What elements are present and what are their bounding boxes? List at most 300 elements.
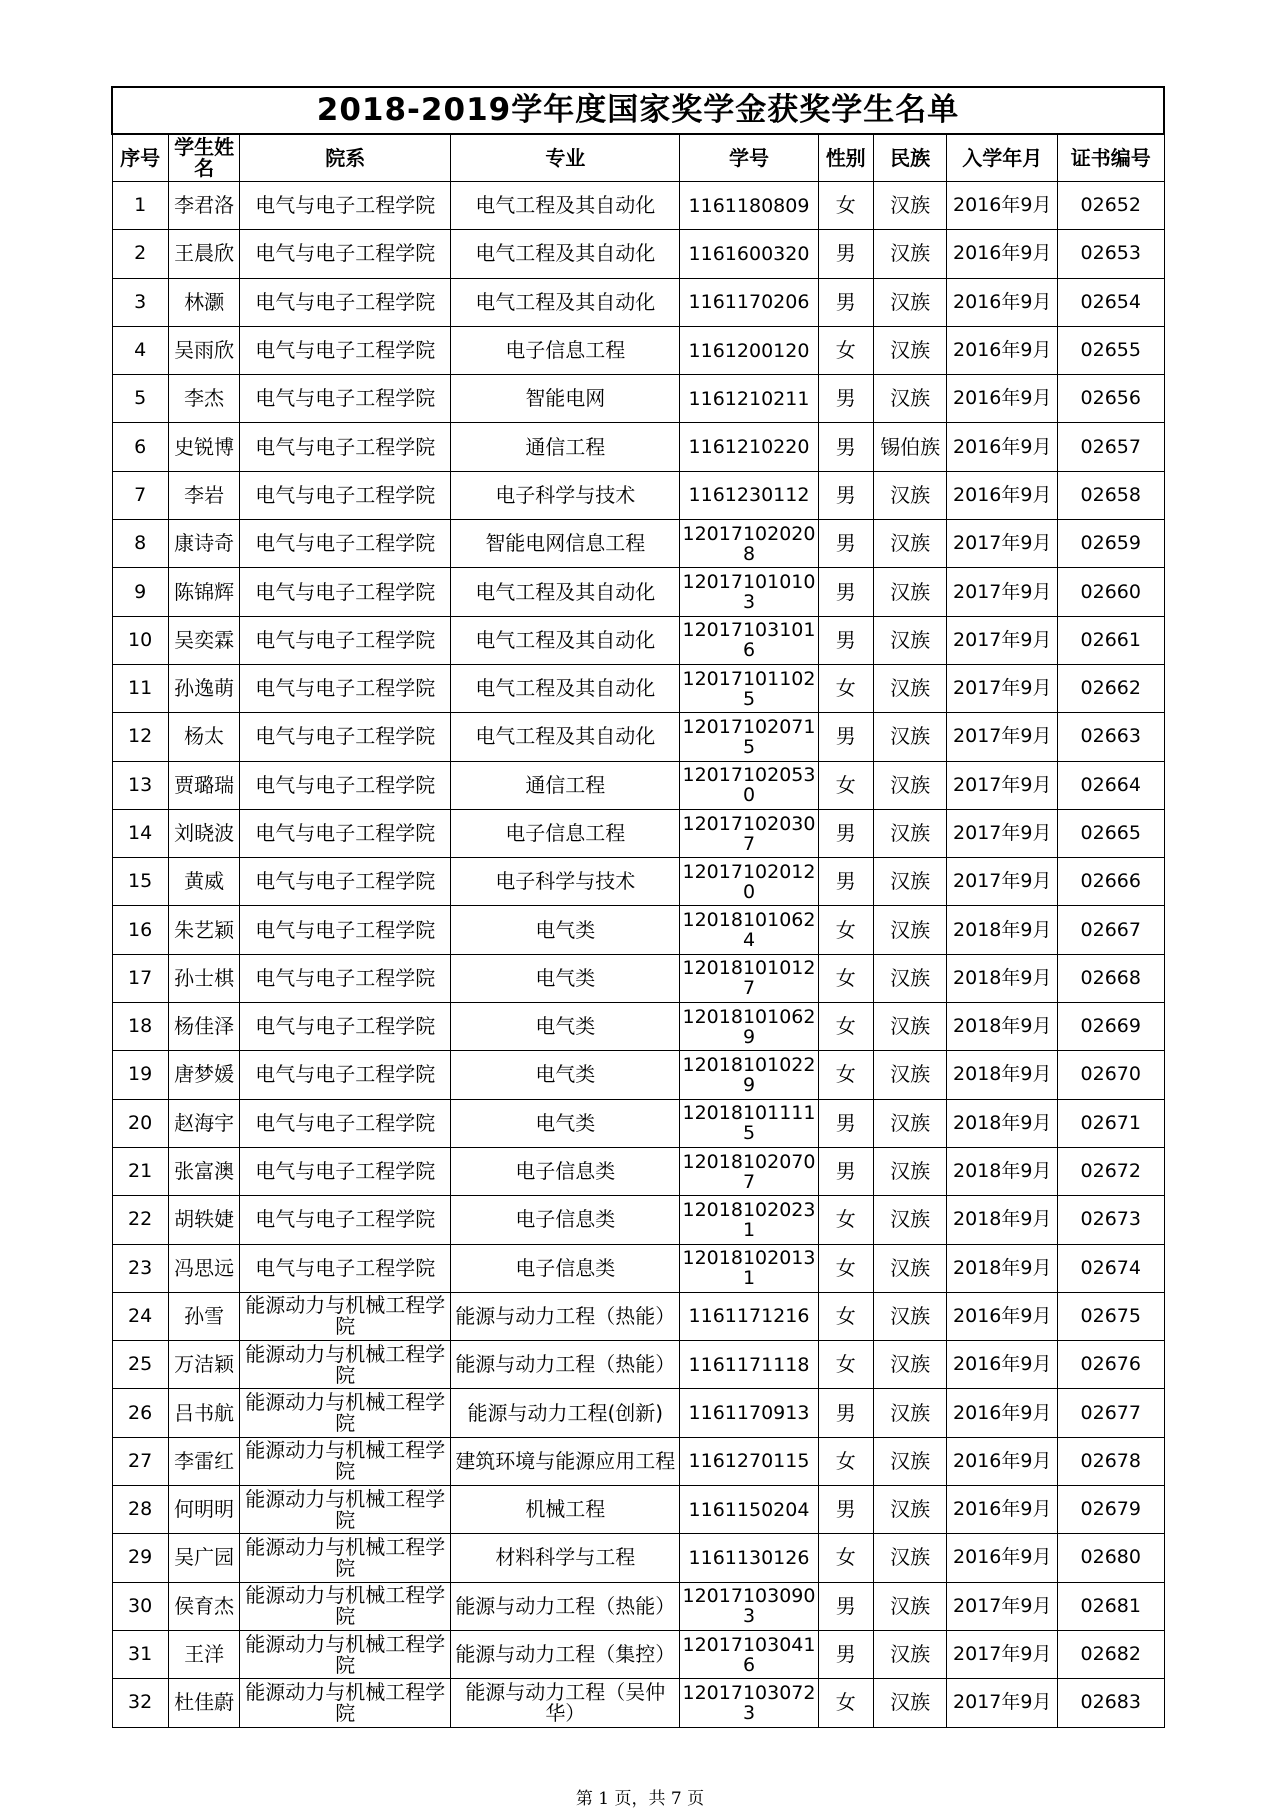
- cell-certificate: 02683: [1058, 1679, 1165, 1727]
- cell-college: 电气与电子工程学院: [240, 520, 451, 568]
- cell-name: 王洋: [168, 1630, 240, 1678]
- cell-college: 能源动力与机械工程学院: [240, 1486, 451, 1534]
- cell-enroll: 2018年9月: [947, 1147, 1058, 1195]
- cell-no: 7: [112, 471, 168, 519]
- cell-gender: 男: [818, 1582, 873, 1630]
- cell-enroll: 2017年9月: [947, 1582, 1058, 1630]
- cell-gender: 女: [818, 1679, 873, 1727]
- cell-no: 29: [112, 1534, 168, 1582]
- cell-name: 孙逸萌: [168, 664, 240, 712]
- cell-no: 1: [112, 182, 168, 230]
- cell-no: 9: [112, 568, 168, 616]
- cell-gender: 女: [818, 326, 873, 374]
- cell-student-id: 120181010629: [680, 1003, 818, 1051]
- cell-major: 电气工程及其自动化: [451, 568, 680, 616]
- cell-gender: 女: [818, 1051, 873, 1099]
- table-row: [112, 326, 1164, 374]
- cell-student-id: 120171030903: [680, 1582, 818, 1630]
- cell-college: 电气与电子工程学院: [240, 664, 451, 712]
- cell-student-id: 1161170206: [680, 278, 818, 326]
- cell-student-id: 120171031016: [680, 616, 818, 664]
- cell-no: 12: [112, 713, 168, 761]
- cell-certificate: 02664: [1058, 761, 1165, 809]
- cell-college: 电气与电子工程学院: [240, 1244, 451, 1292]
- cell-college: 电气与电子工程学院: [240, 1147, 451, 1195]
- table-row: [112, 1147, 1164, 1195]
- cell-student-id: 1161230112: [680, 471, 818, 519]
- cell-ethnicity: 汉族: [873, 182, 947, 230]
- cell-name: 杜佳蔚: [168, 1679, 240, 1727]
- cell-ethnicity: 汉族: [873, 1630, 947, 1678]
- cell-no: 21: [112, 1147, 168, 1195]
- cell-student-id: 1161200120: [680, 326, 818, 374]
- cell-major: 电气类: [451, 1003, 680, 1051]
- cell-major: 电子科学与技术: [451, 858, 680, 906]
- cell-major: 电气类: [451, 954, 680, 1002]
- cell-enroll: 2017年9月: [947, 616, 1058, 664]
- cell-no: 16: [112, 906, 168, 954]
- cell-enroll: 2016年9月: [947, 423, 1058, 471]
- cell-enroll: 2017年9月: [947, 1679, 1058, 1727]
- header-major: 专业: [451, 134, 680, 182]
- cell-ethnicity: 汉族: [873, 1147, 947, 1195]
- cell-gender: 女: [818, 1534, 873, 1582]
- cell-student-id: 120171020208: [680, 520, 818, 568]
- cell-major: 电气类: [451, 1099, 680, 1147]
- cell-ethnicity: 汉族: [873, 616, 947, 664]
- cell-gender: 男: [818, 809, 873, 857]
- cell-gender: 男: [818, 568, 873, 616]
- cell-certificate: 02675: [1058, 1292, 1165, 1340]
- cell-college: 电气与电子工程学院: [240, 616, 451, 664]
- cell-college: 电气与电子工程学院: [240, 375, 451, 423]
- cell-no: 27: [112, 1437, 168, 1485]
- cell-gender: 男: [818, 616, 873, 664]
- table-row: [112, 1099, 1164, 1147]
- cell-enroll: 2018年9月: [947, 1003, 1058, 1051]
- cell-gender: 女: [818, 906, 873, 954]
- cell-enroll: 2016年9月: [947, 1486, 1058, 1534]
- cell-student-id: 120181010229: [680, 1051, 818, 1099]
- cell-college: 能源动力与机械工程学院: [240, 1341, 451, 1389]
- cell-major: 智能电网信息工程: [451, 520, 680, 568]
- cell-college: 电气与电子工程学院: [240, 1051, 451, 1099]
- cell-student-id: 120181020707: [680, 1147, 818, 1195]
- cell-gender: 男: [818, 1630, 873, 1678]
- scholarship-list-sheet: [111, 86, 1165, 1728]
- cell-name: 陈锦辉: [168, 568, 240, 616]
- cell-student-id: 120171030416: [680, 1630, 818, 1678]
- cell-major: 通信工程: [451, 423, 680, 471]
- cell-student-id: 1161150204: [680, 1486, 818, 1534]
- cell-no: 17: [112, 954, 168, 1002]
- table-row: [112, 954, 1164, 1002]
- cell-ethnicity: 汉族: [873, 471, 947, 519]
- cell-student-id: 120171020307: [680, 809, 818, 857]
- cell-no: 23: [112, 1244, 168, 1292]
- cell-ethnicity: 汉族: [873, 1389, 947, 1437]
- cell-name: 孙士棋: [168, 954, 240, 1002]
- cell-ethnicity: 汉族: [873, 1051, 947, 1099]
- cell-name: 张富澳: [168, 1147, 240, 1195]
- cell-college: 电气与电子工程学院: [240, 1099, 451, 1147]
- cell-name: 胡轶婕: [168, 1196, 240, 1244]
- table-row: [112, 230, 1164, 278]
- cell-major: 机械工程: [451, 1486, 680, 1534]
- table-row: [112, 471, 1164, 519]
- cell-major: 电子信息工程: [451, 809, 680, 857]
- cell-student-id: 120181020231: [680, 1196, 818, 1244]
- cell-name: 贾璐瑞: [168, 761, 240, 809]
- table-row: [112, 1196, 1164, 1244]
- cell-ethnicity: 汉族: [873, 326, 947, 374]
- cell-no: 26: [112, 1389, 168, 1437]
- cell-certificate: 02669: [1058, 1003, 1165, 1051]
- cell-ethnicity: 汉族: [873, 761, 947, 809]
- table-row: [112, 664, 1164, 712]
- cell-certificate: 02673: [1058, 1196, 1165, 1244]
- cell-certificate: 02678: [1058, 1437, 1165, 1485]
- cell-enroll: 2018年9月: [947, 1051, 1058, 1099]
- cell-no: 6: [112, 423, 168, 471]
- cell-gender: 女: [818, 1437, 873, 1485]
- header-ethnicity: 民族: [873, 134, 947, 182]
- cell-name: 吴雨欣: [168, 326, 240, 374]
- cell-name: 李杰: [168, 375, 240, 423]
- cell-ethnicity: 汉族: [873, 568, 947, 616]
- cell-major: 电气工程及其自动化: [451, 616, 680, 664]
- cell-college: 电气与电子工程学院: [240, 326, 451, 374]
- header-certificate: 证书编号: [1058, 134, 1165, 182]
- cell-student-id: 120171020715: [680, 713, 818, 761]
- cell-name: 赵海宇: [168, 1099, 240, 1147]
- cell-certificate: 02679: [1058, 1486, 1165, 1534]
- cell-no: 19: [112, 1051, 168, 1099]
- cell-major: 电气类: [451, 1051, 680, 1099]
- cell-major: 能源与动力工程(创新): [451, 1389, 680, 1437]
- cell-college: 电气与电子工程学院: [240, 568, 451, 616]
- cell-name: 冯思远: [168, 1244, 240, 1292]
- table-row: [112, 616, 1164, 664]
- cell-ethnicity: 汉族: [873, 664, 947, 712]
- cell-name: 刘晓波: [168, 809, 240, 857]
- cell-name: 李雷红: [168, 1437, 240, 1485]
- cell-enroll: 2018年9月: [947, 954, 1058, 1002]
- cell-ethnicity: 汉族: [873, 1582, 947, 1630]
- cell-name: 杨太: [168, 713, 240, 761]
- table-row: [112, 1534, 1164, 1582]
- cell-certificate: 02660: [1058, 568, 1165, 616]
- header-name: 学生姓名: [168, 134, 240, 182]
- cell-no: 24: [112, 1292, 168, 1340]
- cell-gender: 女: [818, 1196, 873, 1244]
- cell-college: 能源动力与机械工程学院: [240, 1630, 451, 1678]
- cell-student-id: 1161171118: [680, 1341, 818, 1389]
- cell-no: 13: [112, 761, 168, 809]
- cell-enroll: 2018年9月: [947, 906, 1058, 954]
- cell-no: 25: [112, 1341, 168, 1389]
- cell-enroll: 2016年9月: [947, 1292, 1058, 1340]
- cell-enroll: 2018年9月: [947, 1196, 1058, 1244]
- cell-student-id: 1161600320: [680, 230, 818, 278]
- cell-gender: 男: [818, 423, 873, 471]
- table-row: [112, 858, 1164, 906]
- cell-college: 能源动力与机械工程学院: [240, 1389, 451, 1437]
- cell-ethnicity: 汉族: [873, 1244, 947, 1292]
- cell-college: 电气与电子工程学院: [240, 809, 451, 857]
- table-row: [112, 1341, 1164, 1389]
- cell-ethnicity: 汉族: [873, 1679, 947, 1727]
- cell-name: 侯育杰: [168, 1582, 240, 1630]
- cell-enroll: 2016年9月: [947, 326, 1058, 374]
- cell-certificate: 02663: [1058, 713, 1165, 761]
- table-row: [112, 1292, 1164, 1340]
- cell-gender: 女: [818, 954, 873, 1002]
- table-row: [112, 1003, 1164, 1051]
- cell-no: 8: [112, 520, 168, 568]
- cell-student-id: 120181010624: [680, 906, 818, 954]
- cell-major: 材料科学与工程: [451, 1534, 680, 1582]
- cell-gender: 男: [818, 278, 873, 326]
- cell-ethnicity: 汉族: [873, 375, 947, 423]
- cell-college: 电气与电子工程学院: [240, 471, 451, 519]
- table-row: [112, 906, 1164, 954]
- cell-enroll: 2017年9月: [947, 568, 1058, 616]
- cell-name: 何明明: [168, 1486, 240, 1534]
- cell-gender: 女: [818, 1244, 873, 1292]
- cell-major: 电气工程及其自动化: [451, 182, 680, 230]
- cell-enroll: 2016年9月: [947, 375, 1058, 423]
- cell-name: 林灏: [168, 278, 240, 326]
- cell-certificate: 02653: [1058, 230, 1165, 278]
- cell-gender: 男: [818, 1099, 873, 1147]
- cell-name: 吴奕霖: [168, 616, 240, 664]
- cell-gender: 女: [818, 1292, 873, 1340]
- cell-ethnicity: 汉族: [873, 230, 947, 278]
- cell-certificate: 02657: [1058, 423, 1165, 471]
- cell-certificate: 02680: [1058, 1534, 1165, 1582]
- cell-enroll: 2016年9月: [947, 1534, 1058, 1582]
- header-student-id: 学号: [680, 134, 818, 182]
- table-row: [112, 1437, 1164, 1485]
- table-header-row: [112, 134, 1164, 182]
- cell-gender: 男: [818, 858, 873, 906]
- cell-major: 能源与动力工程（集控）: [451, 1630, 680, 1678]
- table-row: [112, 761, 1164, 809]
- cell-no: 10: [112, 616, 168, 664]
- cell-ethnicity: 汉族: [873, 713, 947, 761]
- cell-no: 2: [112, 230, 168, 278]
- cell-name: 吕书航: [168, 1389, 240, 1437]
- cell-gender: 女: [818, 761, 873, 809]
- cell-ethnicity: 汉族: [873, 278, 947, 326]
- cell-name: 朱艺颖: [168, 906, 240, 954]
- cell-enroll: 2017年9月: [947, 809, 1058, 857]
- cell-no: 18: [112, 1003, 168, 1051]
- cell-gender: 男: [818, 1486, 873, 1534]
- cell-enroll: 2017年9月: [947, 520, 1058, 568]
- cell-gender: 男: [818, 1147, 873, 1195]
- cell-ethnicity: 汉族: [873, 1292, 947, 1340]
- cell-college: 电气与电子工程学院: [240, 1003, 451, 1051]
- cell-college: 能源动力与机械工程学院: [240, 1534, 451, 1582]
- table-row: [112, 809, 1164, 857]
- cell-no: 11: [112, 664, 168, 712]
- cell-ethnicity: 汉族: [873, 1099, 947, 1147]
- cell-no: 5: [112, 375, 168, 423]
- header-enroll: 入学年月: [947, 134, 1058, 182]
- cell-major: 智能电网: [451, 375, 680, 423]
- cell-certificate: 02666: [1058, 858, 1165, 906]
- cell-ethnicity: 汉族: [873, 520, 947, 568]
- cell-name: 李岩: [168, 471, 240, 519]
- cell-college: 电气与电子工程学院: [240, 761, 451, 809]
- cell-major: 电气工程及其自动化: [451, 230, 680, 278]
- cell-college: 电气与电子工程学院: [240, 713, 451, 761]
- cell-name: 杨佳泽: [168, 1003, 240, 1051]
- cell-no: 3: [112, 278, 168, 326]
- cell-name: 黄威: [168, 858, 240, 906]
- cell-ethnicity: 汉族: [873, 906, 947, 954]
- cell-college: 能源动力与机械工程学院: [240, 1292, 451, 1340]
- cell-certificate: 02654: [1058, 278, 1165, 326]
- cell-name: 王晨欣: [168, 230, 240, 278]
- cell-student-id: 1161170913: [680, 1389, 818, 1437]
- cell-ethnicity: 汉族: [873, 858, 947, 906]
- cell-major: 能源与动力工程（热能）: [451, 1292, 680, 1340]
- cell-enroll: 2017年9月: [947, 713, 1058, 761]
- cell-certificate: 02672: [1058, 1147, 1165, 1195]
- cell-enroll: 2016年9月: [947, 1341, 1058, 1389]
- cell-no: 15: [112, 858, 168, 906]
- cell-major: 电子信息类: [451, 1147, 680, 1195]
- cell-college: 电气与电子工程学院: [240, 230, 451, 278]
- table-row: [112, 1389, 1164, 1437]
- cell-enroll: 2016年9月: [947, 230, 1058, 278]
- header-gender: 性别: [818, 134, 873, 182]
- cell-student-id: 120181010127: [680, 954, 818, 1002]
- cell-student-id: 120171020530: [680, 761, 818, 809]
- cell-certificate: 02656: [1058, 375, 1165, 423]
- cell-name: 史锐博: [168, 423, 240, 471]
- cell-certificate: 02659: [1058, 520, 1165, 568]
- cell-gender: 男: [818, 471, 873, 519]
- header-college: 院系: [240, 134, 451, 182]
- cell-major: 电气工程及其自动化: [451, 278, 680, 326]
- cell-gender: 女: [818, 1003, 873, 1051]
- cell-major: 电子信息工程: [451, 326, 680, 374]
- cell-major: 能源与动力工程（热能）: [451, 1341, 680, 1389]
- cell-certificate: 02655: [1058, 326, 1165, 374]
- page-footer: 第 1 页，共 7 页: [575, 1789, 705, 1809]
- cell-college: 能源动力与机械工程学院: [240, 1437, 451, 1485]
- table-row: [112, 1630, 1164, 1678]
- cell-enroll: 2017年9月: [947, 664, 1058, 712]
- cell-gender: 男: [818, 375, 873, 423]
- cell-enroll: 2017年9月: [947, 858, 1058, 906]
- cell-enroll: 2016年9月: [947, 471, 1058, 519]
- cell-student-id: 120171010103: [680, 568, 818, 616]
- cell-certificate: 02667: [1058, 906, 1165, 954]
- table-row: [112, 1582, 1164, 1630]
- cell-college: 电气与电子工程学院: [240, 954, 451, 1002]
- cell-no: 22: [112, 1196, 168, 1244]
- cell-ethnicity: 汉族: [873, 1003, 947, 1051]
- cell-enroll: 2016年9月: [947, 1437, 1058, 1485]
- page-title: 2018-2019学年度国家奖学金获奖学生名单: [112, 87, 1164, 134]
- cell-no: 30: [112, 1582, 168, 1630]
- cell-major: 电气工程及其自动化: [451, 713, 680, 761]
- cell-gender: 女: [818, 1341, 873, 1389]
- cell-ethnicity: 汉族: [873, 1534, 947, 1582]
- cell-certificate: 02671: [1058, 1099, 1165, 1147]
- cell-student-id: 120171011025: [680, 664, 818, 712]
- cell-name: 李君洛: [168, 182, 240, 230]
- cell-student-id: 1161180809: [680, 182, 818, 230]
- cell-certificate: 02677: [1058, 1389, 1165, 1437]
- cell-certificate: 02681: [1058, 1582, 1165, 1630]
- cell-certificate: 02665: [1058, 809, 1165, 857]
- cell-name: 孙雪: [168, 1292, 240, 1340]
- scholarship-table: [111, 86, 1165, 1728]
- cell-enroll: 2018年9月: [947, 1099, 1058, 1147]
- cell-ethnicity: 汉族: [873, 954, 947, 1002]
- cell-student-id: 120181011115: [680, 1099, 818, 1147]
- cell-major: 电气类: [451, 906, 680, 954]
- cell-college: 电气与电子工程学院: [240, 423, 451, 471]
- cell-student-id: 1161210211: [680, 375, 818, 423]
- cell-certificate: 02662: [1058, 664, 1165, 712]
- cell-ethnicity: 汉族: [873, 1437, 947, 1485]
- cell-certificate: 02674: [1058, 1244, 1165, 1292]
- cell-certificate: 02661: [1058, 616, 1165, 664]
- cell-major: 通信工程: [451, 761, 680, 809]
- table-row: [112, 423, 1164, 471]
- cell-student-id: 1161130126: [680, 1534, 818, 1582]
- table-row: [112, 568, 1164, 616]
- table-row: [112, 520, 1164, 568]
- cell-certificate: 02658: [1058, 471, 1165, 519]
- cell-ethnicity: 汉族: [873, 1196, 947, 1244]
- cell-college: 电气与电子工程学院: [240, 858, 451, 906]
- cell-major: 电气工程及其自动化: [451, 664, 680, 712]
- cell-student-id: 120171030723: [680, 1679, 818, 1727]
- cell-college: 电气与电子工程学院: [240, 278, 451, 326]
- cell-enroll: 2017年9月: [947, 1630, 1058, 1678]
- cell-gender: 女: [818, 664, 873, 712]
- cell-student-id: 1161270115: [680, 1437, 818, 1485]
- cell-gender: 男: [818, 230, 873, 278]
- cell-ethnicity: 汉族: [873, 1341, 947, 1389]
- cell-enroll: 2018年9月: [947, 1244, 1058, 1292]
- table-row: [112, 1244, 1164, 1292]
- cell-student-id: 1161210220: [680, 423, 818, 471]
- cell-certificate: 02670: [1058, 1051, 1165, 1099]
- cell-major: 能源与动力工程（吴仲华）: [451, 1679, 680, 1727]
- cell-no: 32: [112, 1679, 168, 1727]
- cell-ethnicity: 锡伯族: [873, 423, 947, 471]
- cell-no: 28: [112, 1486, 168, 1534]
- cell-gender: 女: [818, 182, 873, 230]
- cell-name: 唐梦媛: [168, 1051, 240, 1099]
- cell-gender: 男: [818, 520, 873, 568]
- table-row: [112, 375, 1164, 423]
- cell-major: 建筑环境与能源应用工程: [451, 1437, 680, 1485]
- cell-enroll: 2016年9月: [947, 182, 1058, 230]
- cell-gender: 男: [818, 1389, 873, 1437]
- table-row: [112, 278, 1164, 326]
- table-row: [112, 713, 1164, 761]
